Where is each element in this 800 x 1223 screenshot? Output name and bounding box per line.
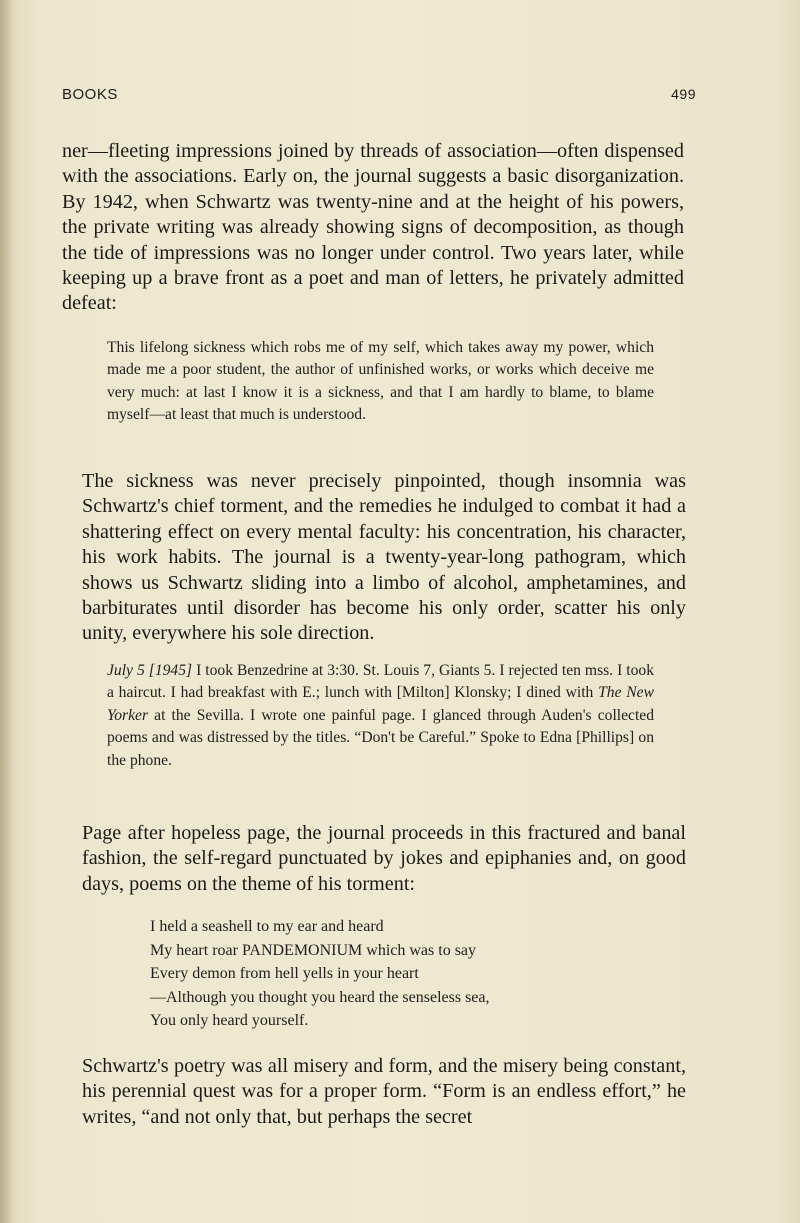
verse-line: You only heard yourself.	[150, 1012, 309, 1029]
block-quote-1: This lifelong sickness which robs me of my self, which takes away my power, which made me a poor student, the author of unfinished works, or works which deceive me very much: at last I know it is a sickness, and that I am hardly to blame, to blame myself—at least that much is understood.	[107, 339, 654, 424]
page-number: 499	[671, 86, 696, 102]
binding-shadow	[0, 0, 14, 1223]
journal-date: July 5 [1945]	[107, 662, 193, 679]
verse-line: My heart roar PANDEMONIUM which was to say	[150, 941, 477, 959]
verse-line: Every demon from hell yells in your heart	[150, 965, 419, 982]
journal-entry-part-2: at the Sevilla. I wrote one painful page. I glanced through Auden's collected poems and was distressed by the titles. “Don't be Careful.” Spoke to Edna [Phillips] on the phone.	[107, 706, 654, 769]
paragraph-4: Schwartz's poetry was all misery and form, and the misery being constant, his perennial quest was for a proper form. “Form is an endless effort,” he writes, “and not only that, but perhaps the secret	[82, 1055, 686, 1128]
paragraph-2-block	[82, 469, 686, 647]
section-title: BOOKS	[62, 86, 118, 103]
verse-line: I held a seashell to my ear and heard	[150, 918, 384, 935]
magazine-title: The New Yorker	[107, 684, 654, 724]
paragraph-1: ner—fleeting impressions joined by threads of association—often dispensed with the associations. Early on, the journal suggests a basic disorganization. By 1942, when Schwartz was twenty-nine and at the height of his powers, the private writing was already showing signs of decomposition, as though the tide of impressions was no longer under control. Two years later, while keeping up a brave front as a poet and man of letters, he privately admitted defeat:	[62, 140, 684, 315]
paragraph-2: The sickness was never precisely pinpointed, though insomnia was Schwartz's chief torment, and the remedies he indulged to combat it had a shattering effect on every mental faculty: his concentration, his character, his work habits. The journal is a twenty-year-long pathogram, which shows us Schwartz sliding into a limbo of alcohol, amphetamines, and barbiturates until disorder has become his only order, scatter his only unity, everywhere his sole direction.	[82, 470, 686, 645]
verse-line: —Although you thought you heard the senseless sea,	[150, 988, 490, 1006]
running-head	[62, 86, 696, 103]
block-quote-2	[107, 660, 654, 772]
paragraph-4-block	[82, 1054, 686, 1130]
paragraph-1-block	[62, 139, 684, 317]
journal-entry-part-1: I took Benzedrine at 3:30. St. Louis 7, Giants 5. I rejected ten mss. I took a haircut. I had breakfast with E.; lunch with [Milton] Klonsky; I dined with	[107, 662, 655, 702]
paragraph-3: Page after hopeless page, the journal proceeds in this fractured and banal fashion, the self-regard punctuated by jokes and epiphanies and, on good days, poems on the theme of his torment:	[82, 822, 686, 895]
paragraph-3-block	[82, 821, 686, 897]
verse-block	[150, 915, 490, 1033]
